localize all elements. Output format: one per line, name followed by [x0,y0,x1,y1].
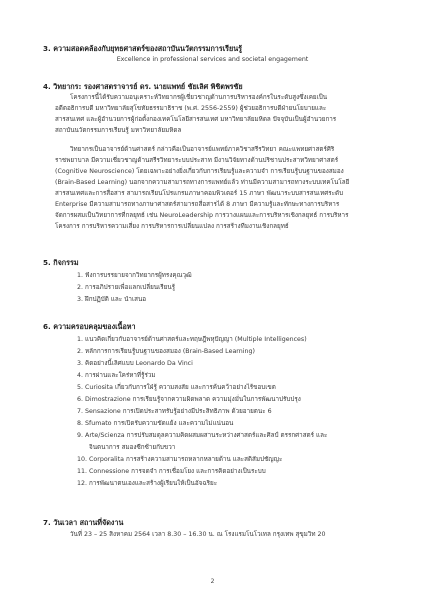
section-7-heading: 7. วันเวลา สถานที่จัดงาน [43,518,124,527]
paragraph-line: โครงการนี้ได้รับความอนุเคราะห์วิทยากรผู้เชี่ยวชาญด้านการบริหารองค์กรในระดับสูงซึ่งเคยเป็น [70,94,328,101]
list-item: 5. Curiosita เกี่ยวกับการใฝ่รู้ ความสงสัย และการค้นคว้าอย่างไร้ขอบเขต [77,384,276,391]
list-item: 3. คิดอย่างนี้เลิศแบบ Leonardo Da Vinci [77,360,193,367]
event-date-location: วันที่ 23 – 25 สิงหาคม 2564 เวลา 8.30 – 16.30 น. ณ โรงแรมโนโวเทล กรุงเทพ สุขุมวิท 20 [70,531,326,538]
paragraph-line: สถาบันนวัตกรรมการเรียนรู้ มหาวิทยาลัยมหิดล [55,127,182,134]
section-3-heading: 3. ความสอดคล้องกับยุทธศาสตร์ของสถาบันนวัตกรรมการเรียนรู้ [43,44,242,53]
paragraph-line: วิทยากรเป็นอาจารย์ด้านศาสตร์ กล่าวคือเป็นอาจารย์แพทย์ภาควิชาสรีรวิทยา คณะแพทยศาสตร์ศิริ [70,146,335,153]
paragraph-line: สารสนเทศและการสื่อสาร สามารถเรียนโปรแกรมภาษาคอมพิวเตอร์ 15 ภาษา พัฒนาระบบสารสนเทศระดับ [55,190,344,197]
paragraph-line: อดีตอธิการบดี มหาวิทยาลัยสุโขทัยธรรมาธิราช (พ.ศ. 2556-2559) ผู้ช่วยอธิการบดีฝ่ายนโยบายและ [55,105,327,112]
list-item: 3. ฝึกปฏิบัติ และ นำเสนอ [77,296,147,303]
list-item: 4. การผ่านและใคร่หาที่รู้ร่วม [77,372,156,379]
list-item: 11. Connessione การจดจำ การเชื่อมโยง และการคิดอย่างเป็นระบบ [77,468,266,475]
list-item: 2. การอภิปรายเพื่อแลกเปลี่ยนเรียนรู้ [77,284,176,291]
paragraph-line: ราชพยาบาล มีความเชี่ยวชาญด้านสรีรวิทยาระบบประสาท มีงานวิจัยทางด้านปริชานประสาทวิทยาศาสตร์ [55,157,339,164]
list-item: 1. ฟังการบรรยายจากวิทยากรผู้ทรงคุณวุฒิ [77,272,192,279]
paragraph-line: (Brain-Based Learning) นอกจากความสามารถทางการแพทย์แล้ว ท่านมีความสามารถทางระบบเทคโนโลยี [55,179,350,186]
list-item: 1. แนวคิดเกี่ยวกับอาจารย์ด้านศาสตร์และทฤษฎีพหุปัญญา (Multiple Intelligences) [77,336,307,343]
list-item: 8. Sfumato การเปิดรับความขัดแย้ง และความไม่แน่นอน [77,420,234,427]
section-4-heading: 4. วิทยากร: รองศาสตราจารย์ ดร. นายแพทย์ ชัยเลิศ พิชิตพรชัย [43,82,243,91]
paragraph-line: Enterprise มีความสามารถทางภาษาศาสตร์สามารถสื่อสารได้ 8 ภาษา มีความรู้และทักษะทางการบริหาร [55,201,340,208]
list-item-continuation: จินตนาการ สมองซีกซ้ายกับขวา [89,444,176,451]
paragraph-line: จัดการผสมเป็นวิทยาการที่กลยุทธ์ เช่น NeuroLeadership การวางแผนและการบริหารเชิงกลยุทธ์ การบริหาร [55,212,349,219]
list-item: 7. Sensazione การเปิดประสาทรับรู้อย่างมีประสิทธิภาพ ด้วยอายตนะ 6 [77,408,272,415]
paragraph-line: สารสนเทศ และผู้อำนวยการผู้ก่อตั้งกองเทคโนโลยีสารสนเทศ มหาวิทยาลัยมหิดล ปัจจุบันเป็นผู้อำนวยการ [55,116,337,123]
list-item: 12. การพัฒนาตนเองและสร้างผู้เรียนให้เป็นอัจฉริยะ [77,480,218,487]
section-6-heading: 6. ความครอบคลุมของเนื้อหา [43,322,136,331]
paragraph-line: โครงการ การบริหารความเสี่ยง การบริหารการเปลี่ยนแปลง การสร้างทีมงานเชิงกลยุทธ์ [55,223,289,230]
list-item: 2. หลักการการเรียนรู้บนฐานของสมอง (Brain-Based Learning) [77,348,255,355]
section-3-subtitle: Excellence in professional services and societal engagement [116,56,309,63]
section-5-heading: 5. กิจกรรม [43,258,79,267]
list-item: 9. Arte/Scienza การปรับสมดุลความคิดผสมผสานระหว่างศาสตร์และศิลป์ ตรรกศาสตร์ และ [77,432,328,439]
page-number: 2 [210,578,215,585]
list-item: 6. Dimostrazione การเรียนรู้จากความผิดพลาด ความมุ่งมั่นในการพัฒนาปรับปรุง [77,396,301,403]
list-item: 10. Corporalita การสร้างความสามารถหลากหลายด้าน และสติสัมปชัญญะ [77,456,283,463]
paragraph-line: (Cognitive Neuroscience) โดยเฉพาะอย่างยิ่งเกี่ยวกับการเรียนรู้และความจำ การเรียนรู้บนฐานของสมอง [55,168,344,175]
